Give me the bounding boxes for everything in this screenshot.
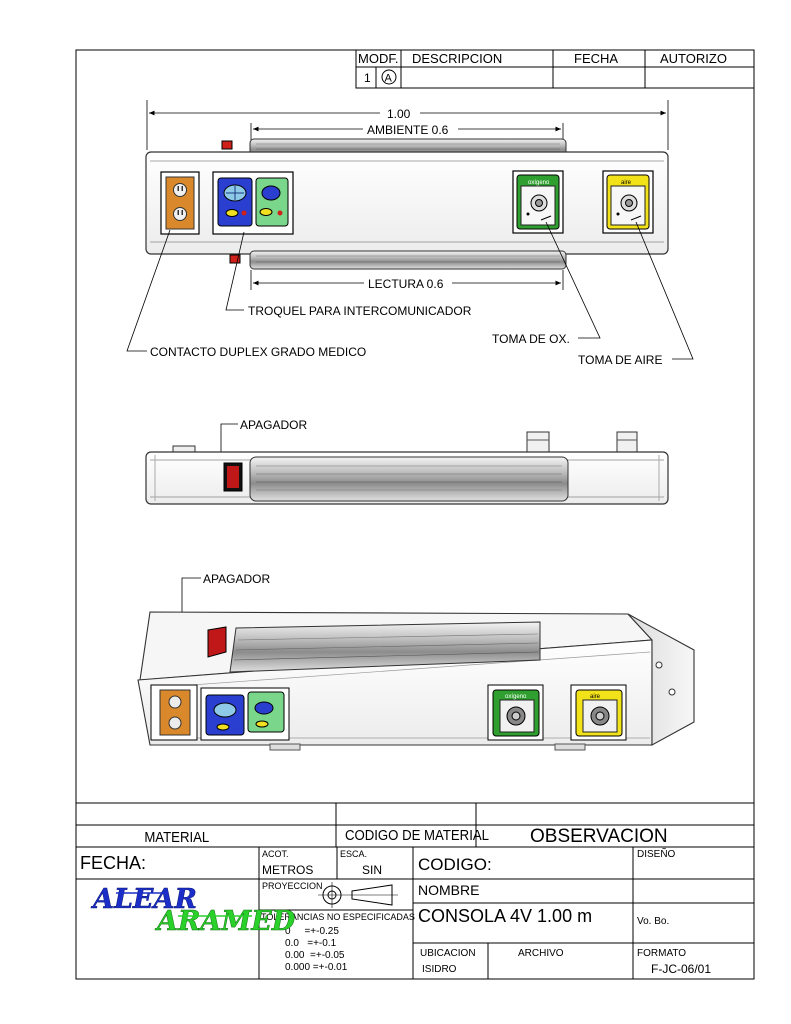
tb-esca-label: ESCA.: [340, 849, 368, 859]
callout-apagador-side: APAGADOR: [240, 418, 308, 432]
tb-acot-value: METROS: [262, 863, 314, 877]
air-outlet-iso: [571, 685, 626, 740]
oxygen-outlet-iso: [488, 685, 543, 740]
revision-table: [356, 50, 754, 88]
tb-codigo-material-label: CODIGO DE MATERIAL: [344, 826, 490, 844]
tb-codigo-label: CODIGO:: [418, 855, 492, 874]
callout-apagador-iso: APAGADOR: [203, 572, 271, 586]
tb-acot-label: ACOT.: [262, 849, 289, 859]
rev-header-fecha: FECHA: [574, 51, 619, 66]
side-view: [146, 418, 668, 504]
switch-iso: [208, 627, 226, 657]
dim-total-label: 1.00: [387, 107, 411, 121]
tb-formato-label: FORMATO: [637, 948, 687, 959]
svg-text:ARAMED: ARAMED: [157, 906, 296, 937]
rev-row-modf: 1: [364, 71, 371, 85]
lamp-side: [250, 457, 568, 501]
projection-symbol-icon: [318, 882, 398, 908]
tb-tolerance-4: 0.000 =+-0.01: [285, 962, 348, 973]
callout-troquel: TROQUEL PARA INTERCOMUNICADOR: [248, 304, 472, 318]
tb-tolerance-1: 0 =+-0.25: [285, 926, 339, 937]
front-view: [127, 100, 693, 367]
tb-tolerance-3: 0.00 =+-0.05: [285, 950, 345, 961]
callout-toma-ox: TOMA DE OX.: [492, 332, 570, 346]
title-block: [76, 803, 754, 979]
rev-header-autorizo: AUTORIZO: [660, 51, 727, 66]
callout-contacto: CONTACTO DUPLEX GRADO MEDICO: [150, 345, 367, 359]
intercom-panel-iso: [201, 688, 289, 740]
oxygen-outlet-front: [513, 171, 563, 233]
tb-nombre-label: NOMBRE: [418, 882, 480, 898]
callout-toma-aire: TOMA DE AIRE: [578, 353, 663, 367]
dim-lectura-label: LECTURA 0.6: [368, 277, 444, 291]
rev-header-modf: MODF.: [358, 51, 399, 66]
rev-header-descripcion: DESCRIPCION: [412, 51, 503, 66]
tb-vobo-label: Vo. Bo.: [637, 916, 670, 927]
duplex-outlet-iso: [151, 685, 197, 740]
tb-diseno-label: DISEÑO: [637, 849, 676, 860]
alear-aramed-logo: [90, 884, 296, 937]
air-label-front: aire: [621, 180, 632, 186]
tb-tolerance-2: 0.0 =+-0.1: [285, 938, 337, 949]
tb-ubicacion-value: ISIDRO: [422, 964, 457, 975]
rev-row-mark: A: [384, 72, 392, 85]
tb-formato-value: F-JC-06/01: [651, 962, 712, 976]
tb-fecha-label: FECHA:: [80, 853, 147, 873]
switch-front-top: [222, 141, 232, 149]
tb-observacion-label: OBSERVACION: [530, 826, 668, 847]
air-label-iso: aire: [590, 694, 601, 700]
tb-tolerancias-label: TOLERANCIAS NO ESPECIFICADAS: [261, 912, 415, 922]
svg-text:ALEAR: ALEAR: [93, 884, 197, 915]
oxygen-label-front: oxígeno: [528, 180, 550, 186]
dim-ambiente-label: AMBIENTE 0.6: [367, 123, 449, 137]
reading-lamp-bottom: [250, 251, 566, 269]
tb-proyeccion-label: PROYECCION: [262, 881, 323, 891]
oxygen-label-iso: oxígeno: [505, 694, 527, 700]
tb-ubicacion-label: UBICACION: [420, 948, 476, 959]
tb-material-label: MATERIAL: [144, 828, 210, 846]
air-outlet-front: [603, 171, 653, 233]
tb-archivo-label: ARCHIVO: [518, 948, 564, 959]
tb-nombre-value: CONSOLA 4V 1.00 m: [418, 906, 593, 926]
duplex-outlet-front: [161, 172, 199, 234]
isometric-view: [138, 572, 694, 750]
intercom-panel-front: [213, 172, 293, 234]
tb-esca-value: SIN: [362, 863, 383, 877]
